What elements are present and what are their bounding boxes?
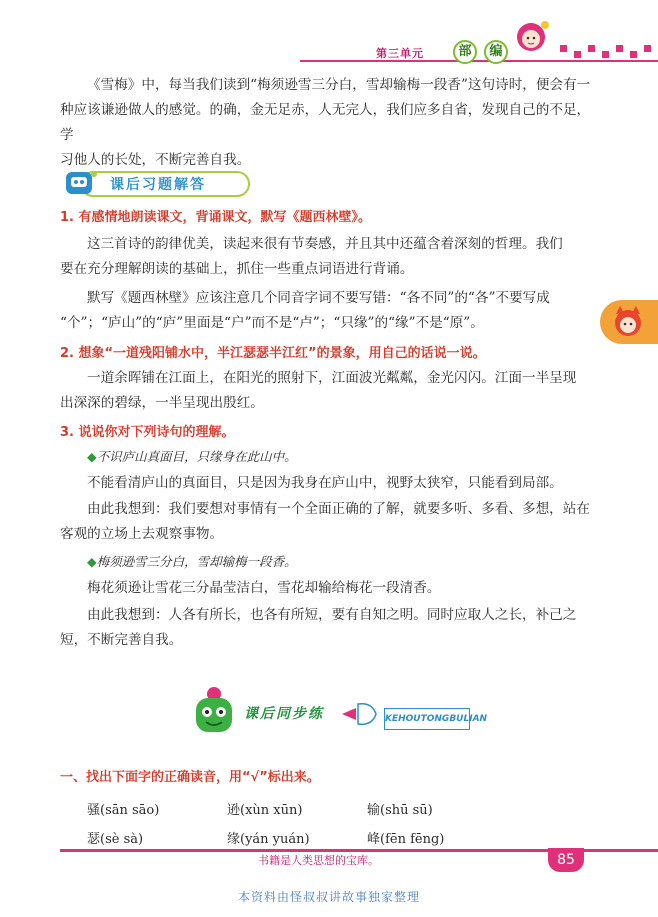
practice-pinyin-strip: [384, 708, 488, 730]
footer-motto: 书籍是人类思想的宝库。: [258, 854, 379, 867]
q1-paragraph-1: [60, 232, 600, 282]
q1-p2-line-1: 默写《题西林壁》应该注意几个同音字词不要写错：“各不同”的“各”不要写成: [87, 290, 550, 306]
robot-mascot-icon: [60, 166, 102, 200]
q3-poem1-p2-line-2: 客观的立场上去观察事物。: [60, 526, 224, 542]
question-3-title: 3. 说说你对下列诗句的理解。: [60, 425, 235, 440]
q1-p1-line-1: 这三首诗的韵律优美，读起来很有节奏感，并且其中还蕴含着深刻的哲理。我们: [87, 236, 563, 252]
poem-line-1: [87, 447, 297, 465]
q3-poem1-reflection: [60, 497, 600, 547]
q3-poem1-p1: 不能看清庐山的真面目，只是因为我身在庐山中，视野太狭窄，只能看到局部。: [87, 475, 563, 491]
q1-p2-line-2: “个”；“庐山”的“庐”里面是“户”而不是“卢”；“只缘”的“缘”不是“原”。: [60, 315, 484, 331]
pinyin-grid: [87, 794, 507, 852]
section-heading-label: 课后习题解答: [110, 177, 206, 193]
practice-heading: [188, 684, 488, 740]
q3-poem1-p2-line-1: 由此我想到：我们要想对事情有一个全面正确的了解，就要多听、多看、多想，站在: [87, 501, 590, 517]
q2-p1-line-2: 出深深的碧绿，一半呈现出殷红。: [60, 395, 264, 411]
question-2-title: 2. 想象“一道残阳铺水中，半江瑟瑟半江红”的景象，用自己的话说一说。: [60, 346, 486, 361]
pinyin-row: [87, 823, 507, 852]
top-banner: [0, 0, 658, 70]
poem-line-1-text: 不识庐山真面目，只缘身在此山中。: [96, 449, 297, 464]
q3-poem1-explanation: [60, 471, 600, 496]
pinyin-choice[interactable]: 瑟(sè sà): [87, 832, 144, 847]
watermark-text: 本资料由怪叔叔讲故事独家整理: [237, 890, 420, 904]
page-number: 85: [548, 848, 584, 872]
edition-badge-2: 编: [484, 40, 508, 64]
girl-mascot-icon: [507, 15, 555, 61]
diamond-bullet-icon: ◆: [87, 554, 97, 569]
intro-line-3: 习他人的长处，不断完善自我。: [60, 152, 251, 168]
poem-line-2-text: 梅须逊雪三分白，雪却输梅一段香。: [96, 554, 297, 569]
pinyin-row: [87, 794, 507, 823]
question-1-title: 1. 有感情地朗读课文，背诵课文，默写《题西林壁》。: [60, 210, 372, 225]
q3-poem2-p2-line-1: 由此我想到：人各有所长，也各有所短，要有自知之明。同时应取人之长，补己之: [87, 607, 577, 623]
diamond-bullet-icon: ◆: [87, 449, 97, 464]
pinyin-choice[interactable]: 骚(sān sāo): [87, 803, 160, 818]
exercise-1-title: 一、找出下面字的正确读音，用“√”标出来。: [60, 770, 320, 785]
intro-paragraph: [60, 73, 600, 173]
pinyin-choice[interactable]: 峰(fēn fēng): [367, 832, 445, 847]
practice-heading-label: 课后同步练: [244, 706, 324, 722]
side-chapter-tab: [600, 300, 658, 344]
header-band: [300, 43, 658, 63]
q2-p1-line-1: 一道余晖铺在江面上，在阳光的照射下，江面波光粼粼，金光闪闪。江面一半呈现: [87, 370, 577, 386]
pinyin-choice[interactable]: 输(shū sū): [367, 803, 433, 818]
green-monster-mascot-icon: [188, 684, 240, 740]
practice-pinyin-text: KEHOUTONGBULIAN: [385, 714, 488, 724]
intro-line-1: 《雪梅》中，每当我们读到“梅须逊雪三分白，雪却输梅一段香”这句诗时，便会有一: [87, 77, 591, 93]
q1-p1-line-2: 要在充分理解朗读的基础上，抓住一些重点词语进行背诵。: [60, 261, 414, 277]
q3-poem2-explanation: [60, 576, 600, 601]
pinyin-choice[interactable]: 缘(yán yuán): [227, 832, 310, 847]
section-heading-answers: [60, 166, 250, 200]
unit-label: 第三单元: [376, 47, 424, 60]
q3-poem2-p1: 梅花须逊让雪花三分晶莹洁白，雪花却输给梅花一段清香。: [87, 580, 441, 596]
q2-paragraph-1: [60, 366, 600, 416]
cat-mascot-icon: [610, 304, 646, 340]
intro-line-2: 种应该谦逊做人的感觉。的确，金无足赤，人无完人，我们应多自省，发现自己的不足，学: [60, 102, 591, 143]
poem-line-2: [87, 552, 297, 570]
q3-poem2-reflection: [60, 603, 600, 653]
edition-badge-1: 部: [453, 40, 477, 64]
pinyin-choice[interactable]: 逊(xùn xūn): [227, 803, 303, 818]
hand-pointer-icon: [338, 694, 382, 734]
q1-paragraph-2: [60, 286, 600, 336]
q3-poem2-p2-line-2: 短，不断完善自我。: [60, 632, 183, 648]
